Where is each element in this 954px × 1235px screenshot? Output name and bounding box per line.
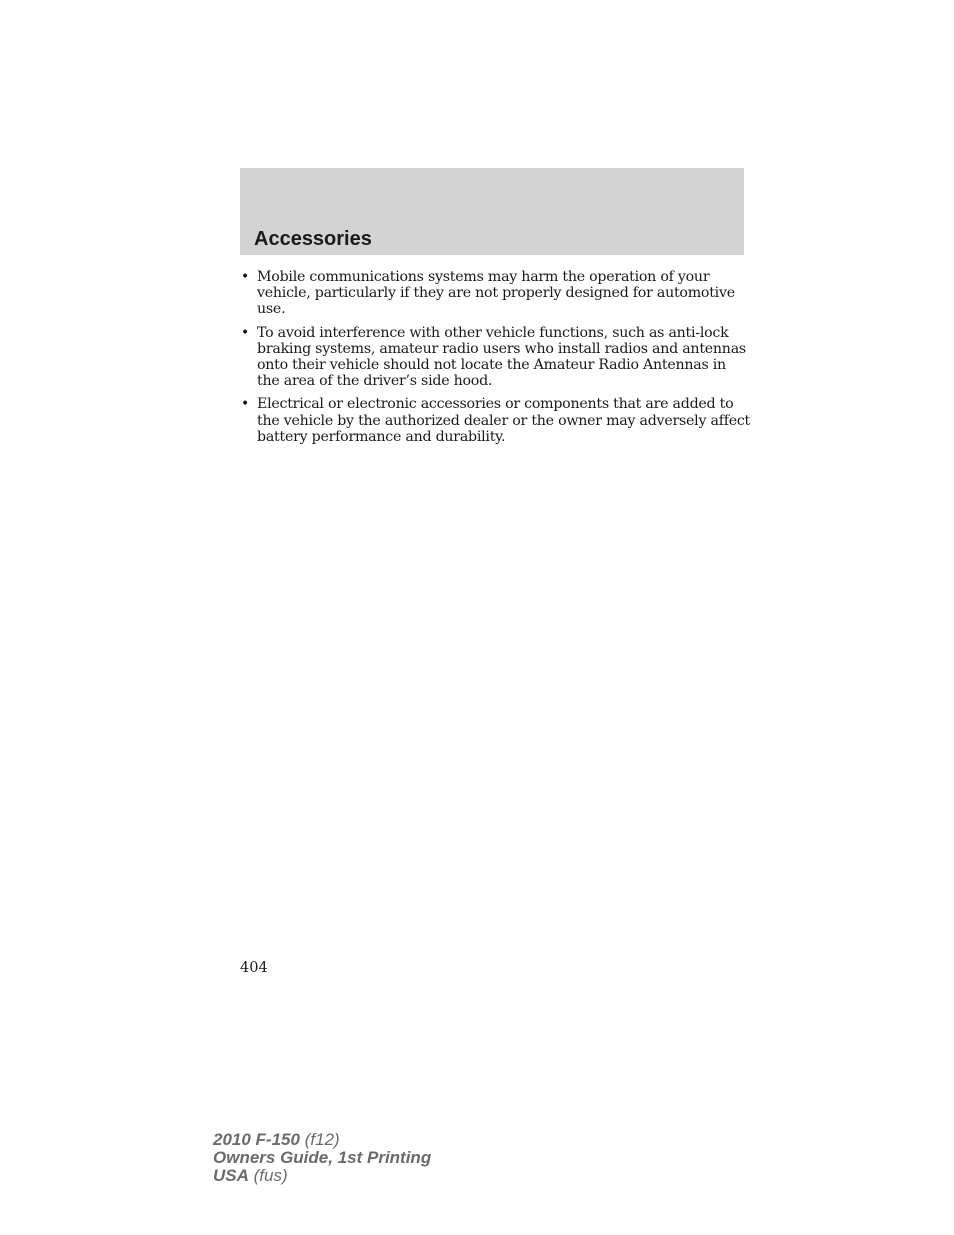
footer-model-code: (f12) [304,1130,340,1149]
footer-model-line [213,1131,431,1149]
print-footer [213,1131,431,1185]
footer-market-code: (fus) [253,1166,288,1185]
bullet-icon: • [241,396,250,413]
bullet-icon: • [241,269,250,285]
page-number: 404 [240,960,268,976]
section-header-band [240,168,744,255]
footer-guide: Owners Guide, 1st Printing [213,1148,432,1167]
bullet-text: Mobile communications systems may harm the operation of your vehicle, particularly if they are not properly designed for automotive use. [257,269,735,318]
section-title: Accessories [254,228,372,250]
bullet-text: To avoid interference with other vehicle functions, such as anti-lock braking systems, amateur radio users who install radios and antennas onto their vehicle should not locate the Amateur Radio Antennas in the area of the driver’s side hood. [257,324,746,390]
footer-market-line [213,1167,431,1185]
bullet-text: Electrical or electronic accessories or components that are added to the vehicle by the authorized dealer or the owner may adversely affect battery performance and durability. [257,396,750,445]
list-item [240,269,750,318]
footer-market: USA [213,1166,249,1185]
footer-model: 2010 F-150 [213,1130,300,1149]
bullet-list [240,269,750,452]
bullet-icon: • [241,324,250,341]
list-item [240,396,750,445]
list-item [240,325,750,390]
